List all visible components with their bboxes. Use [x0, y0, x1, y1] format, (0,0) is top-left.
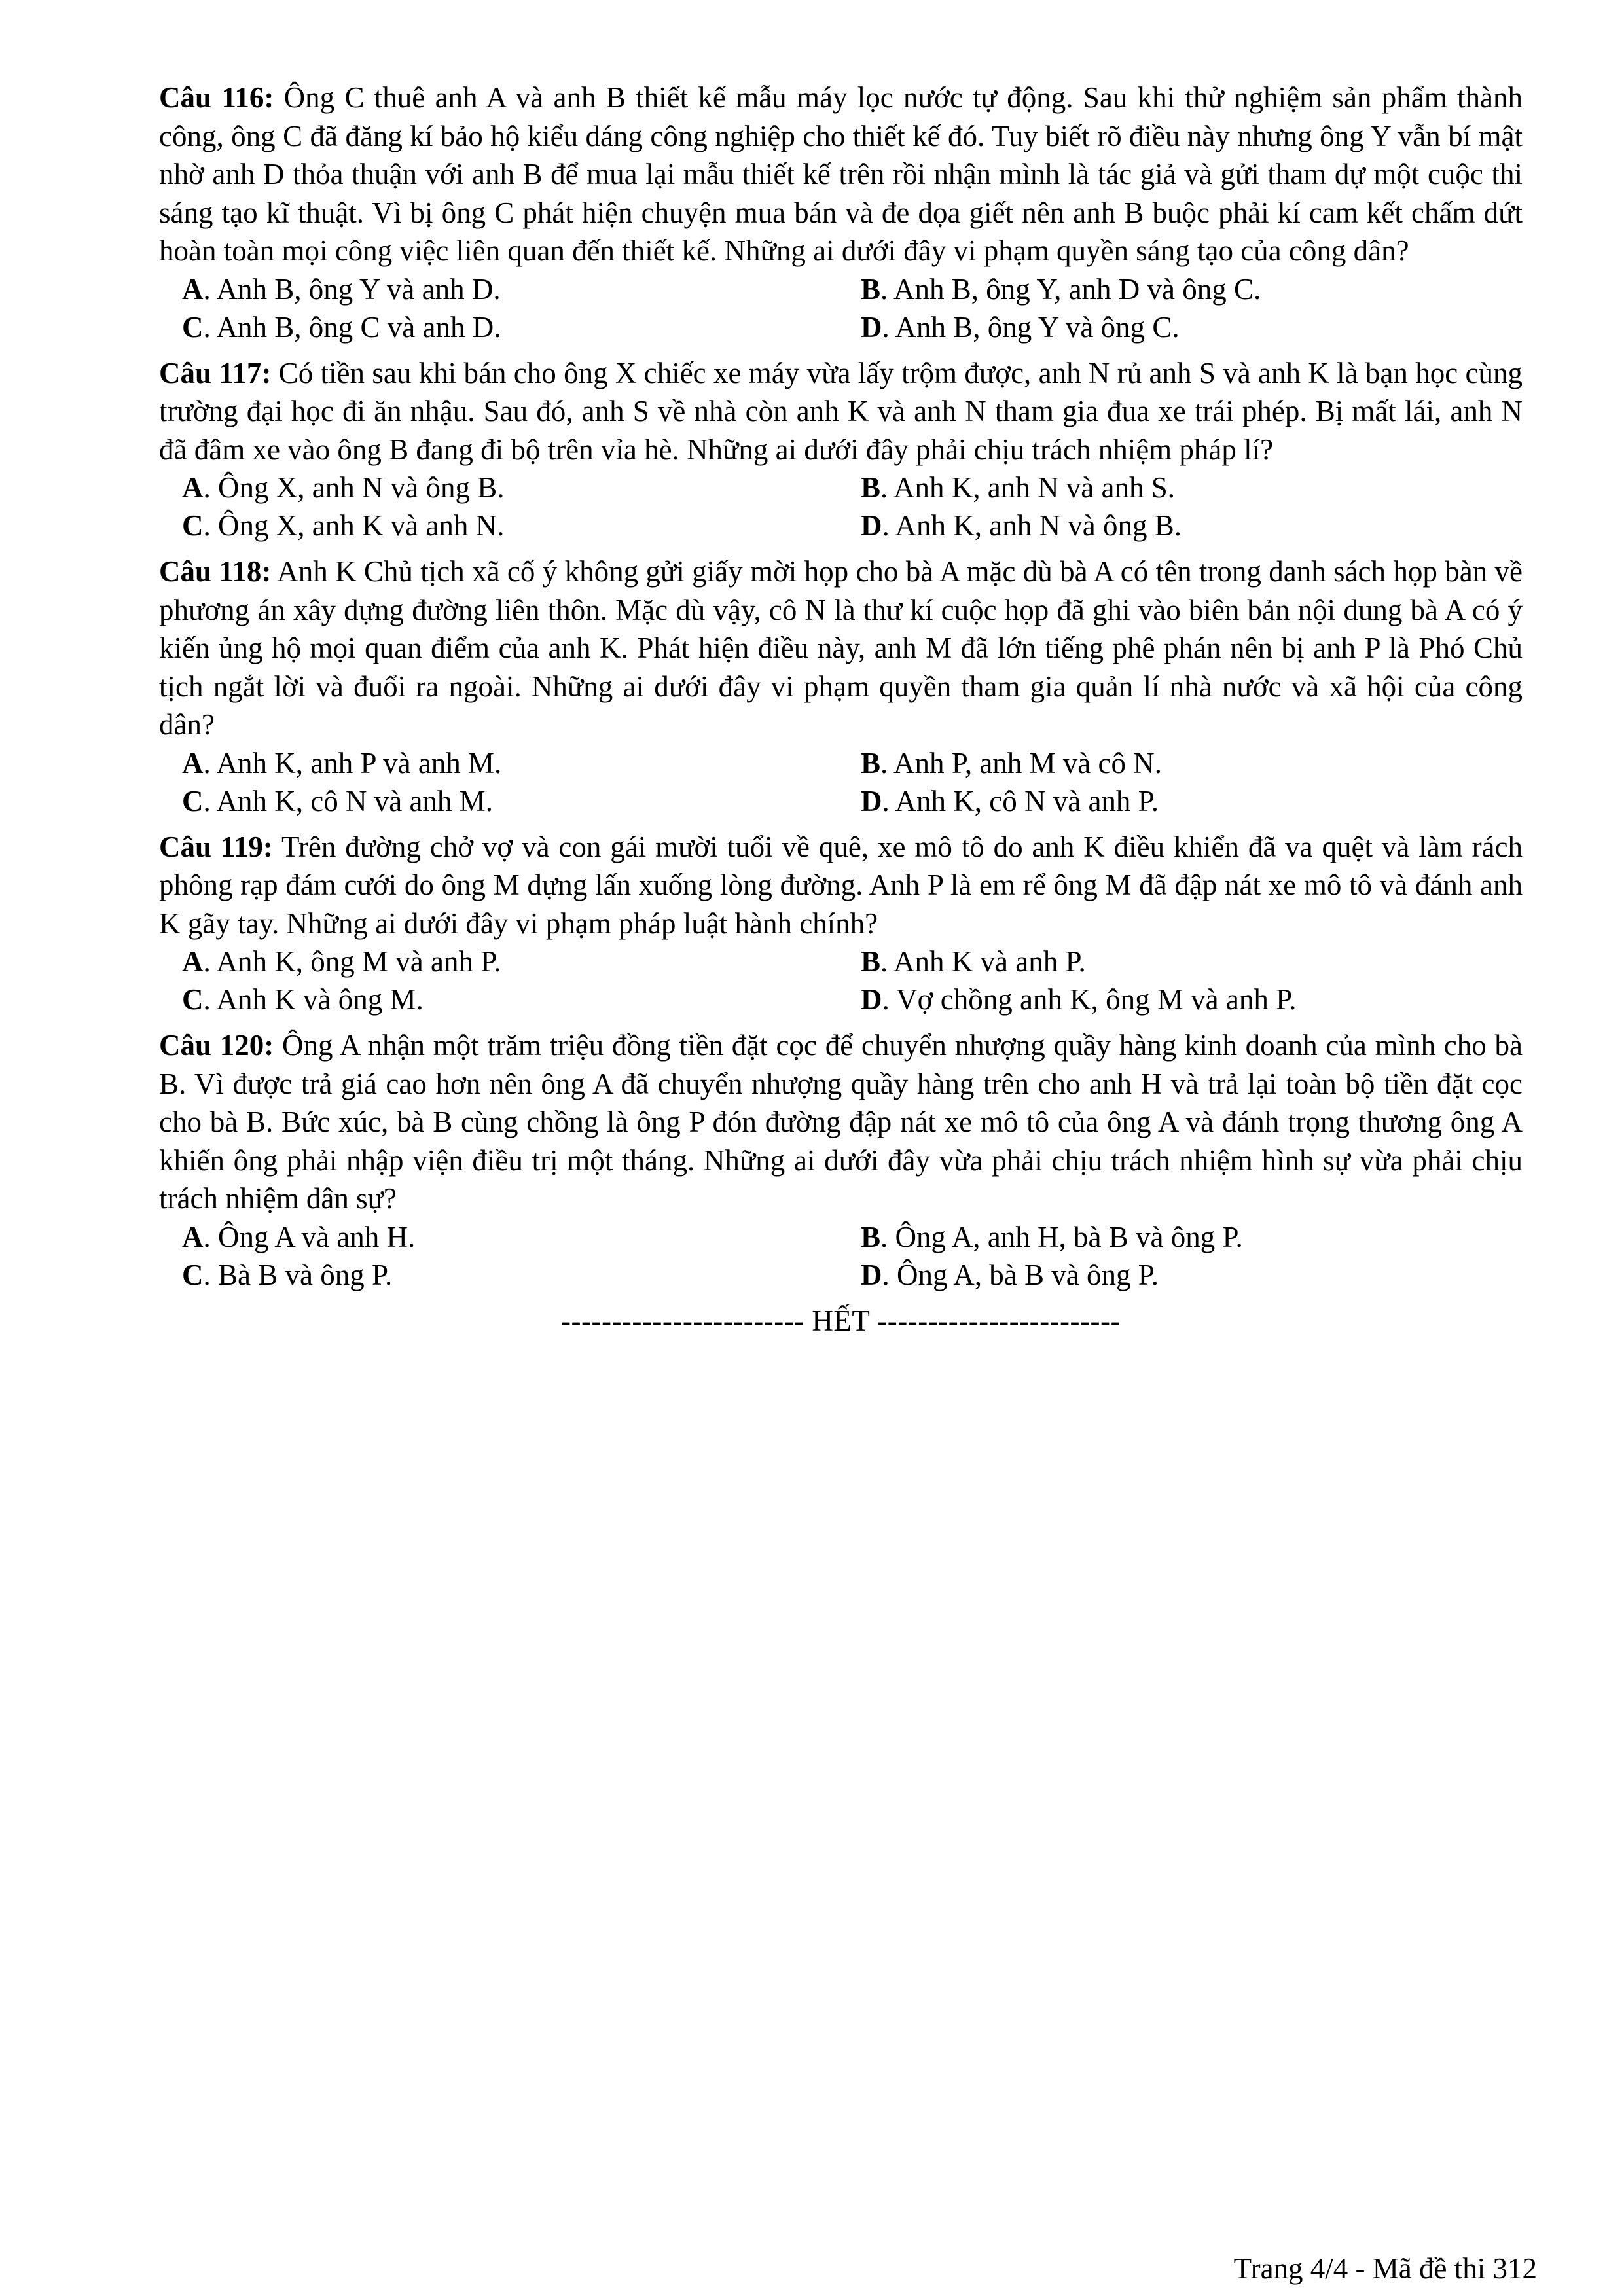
question-number: Câu 118:	[159, 555, 272, 588]
question-number: Câu 119:	[159, 830, 273, 863]
question-number: Câu 120:	[159, 1029, 274, 1062]
question-number: Câu 116:	[159, 81, 274, 114]
answer-option-c	[182, 1256, 861, 1294]
question-text: Anh K Chủ tịch xã cố ý không gửi giấy mời họp cho bà A mặc dù bà A có tên trong danh sách họp bàn về phương án xây dựng đường liên thôn. Mặc dù vậy, cô N là thư kí cuộc họp đã ghi vào biên bản nội dung bà A có ý kiến ủng hộ mọi quan điểm của anh K. Phát hiện điều này, anh M đã lớn tiếng phê phán nên bị anh P là Phó Chủ tịch ngắt lời và đuổi ra ngoài. Những ai dưới đây vi phạm quyền tham gia quản lí nhà nước và xã hội của công dân?	[159, 555, 1523, 741]
answer-letter: C	[182, 784, 204, 817]
answer-letter: C	[182, 509, 204, 542]
answer-text: . Anh K, anh N và anh S.	[880, 471, 1175, 504]
question-number: Câu 117:	[159, 356, 272, 389]
answer-text: . Ông X, anh K và anh N.	[203, 509, 505, 542]
answer-options	[182, 469, 1523, 545]
question-120	[159, 1026, 1523, 1294]
question-text: Có tiền sau khi bán cho ông X chiếc xe máy vừa lấy trộm được, anh N rủ anh S và anh K là bạn học cùng trường đại học đi ăn nhậu. Sau đó, anh S về nhà còn anh K và anh N tham gia đua xe trái phép. Bị mất lái, anh N đã đâm xe vào ông B đang đi bộ trên vỉa hè. Những ai dưới đây phải chịu trách nhiệm pháp lí?	[159, 356, 1523, 466]
answer-letter: D	[861, 509, 882, 542]
question-stem	[159, 79, 1523, 270]
answer-text: . Anh B, ông Y và anh D.	[203, 272, 501, 306]
answer-text: . Anh K và ông M.	[203, 983, 424, 1016]
answer-option-b	[861, 469, 1545, 507]
answer-option-d	[861, 507, 1545, 545]
answer-options	[182, 270, 1523, 346]
answer-text: . Vợ chồng anh K, ông M và anh P.	[882, 983, 1297, 1016]
answer-text: . Anh B, ông Y và ông C.	[882, 310, 1180, 344]
question-text: Ông C thuê anh A và anh B thiết kế mẫu máy lọc nước tự động. Sau khi thử nghiệm sản phẩm thành công, ông C đã đăng kí bảo hộ kiểu dáng công nghiệp cho thiết kế đó. Tuy biết rõ điều này nhưng ông Y vẫn bí mật nhờ anh D thỏa thuận với anh B để mua lại mẫu thiết kế trên rồi nhận mình là tác giả và gửi tham dự một cuộc thi sáng tạo kĩ thuật. Vì bị ông C phát hiện chuyện mua bán và đe dọa giết nên anh B buộc phải kí cam kết chấm dứt hoàn toàn mọi công việc liên quan đến thiết kế. Những ai dưới đây vi phạm quyền sáng tạo của công dân?	[159, 81, 1523, 267]
answer-letter: A	[182, 471, 204, 504]
question-117	[159, 354, 1523, 545]
answer-option-b	[861, 744, 1545, 782]
answer-text: . Anh K, anh P và anh M.	[203, 746, 502, 780]
answer-letter: A	[182, 1220, 204, 1253]
question-stem	[159, 354, 1523, 469]
answer-option-b	[861, 942, 1545, 980]
answer-letter: D	[861, 784, 882, 817]
question-118	[159, 552, 1523, 820]
answer-option-a	[182, 744, 861, 782]
answer-options	[182, 942, 1523, 1018]
answer-letter: A	[182, 746, 204, 780]
question-119	[159, 828, 1523, 1019]
question-text: Trên đường chở vợ và con gái mười tuổi về quê, xe mô tô do anh K điều khiển đã va quệt và làm rách phông rạp đám cưới do ông M dựng lấn xuống lòng đường. Anh P là em rể ông M đã đập nát xe mô tô và đánh anh K gãy tay. Những ai dưới đây vi phạm pháp luật hành chính?	[159, 830, 1523, 940]
answer-option-c	[182, 782, 861, 820]
answer-letter: B	[861, 945, 881, 978]
answer-letter: C	[182, 983, 204, 1016]
answer-text: . Anh K, cô N và anh M.	[203, 784, 493, 817]
answer-option-b	[861, 270, 1545, 308]
answer-letter: B	[861, 1220, 881, 1253]
question-stem	[159, 828, 1523, 943]
answer-text: . Ông A, bà B và ông P.	[882, 1258, 1159, 1291]
answer-option-d	[861, 308, 1545, 346]
answer-option-a	[182, 469, 861, 507]
answer-text: . Anh B, ông Y, anh D và ông C.	[880, 272, 1261, 306]
question-stem	[159, 552, 1523, 744]
question-116	[159, 79, 1523, 346]
question-text: Ông A nhận một trăm triệu đồng tiền đặt cọc để chuyển nhượng quầy hàng kinh doanh của mình cho bà B. Vì được trả giá cao hơn nên ông A đã chuyển nhượng quầy hàng trên cho anh H và trả lại toàn bộ tiền đặt cọc cho bà B. Bức xúc, bà B cùng chồng là ông P đón đường đập nát xe mô tô của ông A và đánh trọng thương ông A khiến ông phải nhập viện điều trị một tháng. Những ai dưới đây vừa phải chịu trách nhiệm hình sự vừa phải chịu trách nhiệm dân sự?	[159, 1029, 1523, 1215]
answer-letter: B	[861, 746, 881, 780]
answer-letter: D	[861, 983, 882, 1016]
answer-text: . Bà B và ông P.	[203, 1258, 393, 1291]
answer-letter: D	[861, 310, 882, 344]
answer-text: . Anh K, cô N và anh P.	[882, 784, 1159, 817]
page-footer: Trang 4/4 - Mã đề thi 312	[1233, 2252, 1537, 2285]
answer-option-a	[182, 942, 861, 980]
answer-text: . Ông A, anh H, bà B và ông P.	[880, 1220, 1243, 1253]
question-stem	[159, 1026, 1523, 1218]
answer-option-a	[182, 1218, 861, 1256]
answer-letter: B	[861, 471, 881, 504]
answer-letter: B	[861, 272, 881, 306]
answer-option-d	[861, 980, 1545, 1018]
answer-letter: A	[182, 945, 204, 978]
answer-text: . Anh K và anh P.	[880, 945, 1086, 978]
answer-text: . Anh B, ông C và anh D.	[203, 310, 501, 344]
answer-text: . Anh K, anh N và ông B.	[882, 509, 1182, 542]
answer-option-d	[861, 782, 1545, 820]
answer-letter: C	[182, 310, 204, 344]
answer-text: . Anh K, ông M và anh P.	[203, 945, 501, 978]
answer-letter: C	[182, 1258, 204, 1291]
answer-text: . Anh P, anh M và cô N.	[880, 746, 1162, 780]
answer-text: . Ông X, anh N và ông B.	[203, 471, 505, 504]
answer-option-a	[182, 270, 861, 308]
exam-page-content	[159, 79, 1523, 1340]
answer-option-c	[182, 980, 861, 1018]
answer-option-c	[182, 507, 861, 545]
answer-options	[182, 1218, 1523, 1294]
answer-letter: D	[861, 1258, 882, 1291]
answer-option-b	[861, 1218, 1545, 1256]
answer-option-c	[182, 308, 861, 346]
answer-option-d	[861, 1256, 1545, 1294]
answer-text: . Ông A và anh H.	[203, 1220, 416, 1253]
end-of-exam-marker: ------------------------ HẾT ------------------------	[561, 1304, 1121, 1337]
answer-options	[182, 744, 1523, 820]
answer-letter: A	[182, 272, 204, 306]
